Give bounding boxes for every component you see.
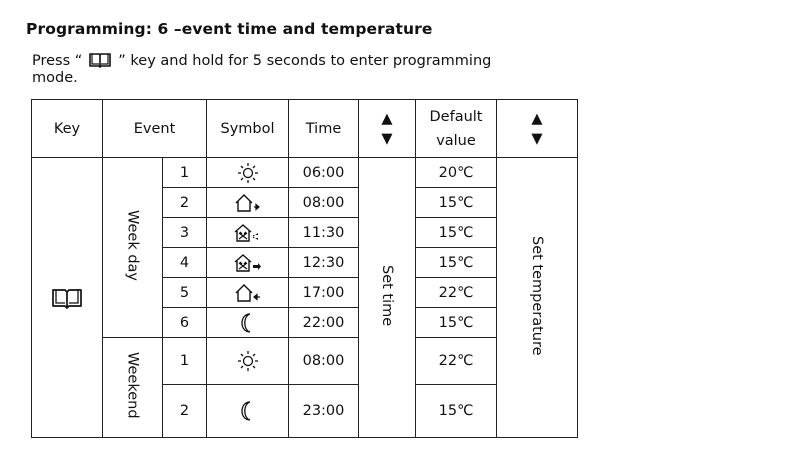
programming-table (31, 99, 578, 438)
event-time: 08:00 (289, 188, 359, 218)
event-time: 23:00 (289, 385, 359, 438)
event-number: 1 (163, 338, 207, 385)
set-temperature-cell (497, 158, 578, 438)
header-event: Event (103, 100, 207, 158)
event-time: 08:00 (289, 338, 359, 385)
event-row (32, 338, 578, 385)
event-default-temp: 20℃ (416, 158, 497, 188)
event-time: 12:30 (289, 248, 359, 278)
event-number: 5 (163, 278, 207, 308)
event-symbol (207, 385, 289, 438)
event-time: 11:30 (289, 218, 359, 248)
group-label: Week day (124, 209, 141, 281)
set-temperature-label: Set temperature (529, 235, 545, 356)
set-time-cell (359, 158, 416, 438)
moon-icon (235, 400, 261, 422)
header-key: Key (32, 100, 103, 158)
sun-icon (235, 350, 261, 372)
event-default-temp: 15℃ (416, 218, 497, 248)
header-default-line2: value (436, 132, 476, 149)
house-arrow-out-icon (233, 192, 263, 214)
intro-text (32, 52, 552, 87)
event-number: 1 (163, 158, 207, 188)
event-time: 17:00 (289, 278, 359, 308)
moon-icon (235, 312, 261, 334)
intro-line2: mode. (32, 70, 78, 86)
intro-before-icon: Press “ (32, 53, 83, 69)
event-symbol (207, 158, 289, 188)
group-label-cell (103, 338, 163, 438)
down-arrow-icon: ▼ (381, 130, 393, 147)
book-icon (88, 52, 112, 68)
header-default-value (416, 100, 497, 158)
house-arrow-in-icon (233, 282, 263, 304)
event-default-temp: 22℃ (416, 338, 497, 385)
header-default-line1: Default (429, 108, 483, 125)
event-symbol (207, 188, 289, 218)
house-work-arrow-in-icon (233, 222, 263, 244)
event-symbol (207, 248, 289, 278)
sun-icon (235, 162, 261, 184)
event-symbol (207, 308, 289, 338)
event-default-temp: 15℃ (416, 308, 497, 338)
group-label-cell (103, 158, 163, 338)
header-row (32, 100, 578, 158)
book-icon (50, 287, 84, 309)
event-number: 2 (163, 188, 207, 218)
event-number: 3 (163, 218, 207, 248)
header-time-arrows (359, 100, 416, 158)
event-symbol (207, 338, 289, 385)
header-symbol: Symbol (207, 100, 289, 158)
event-default-temp: 15℃ (416, 385, 497, 438)
event-number: 2 (163, 385, 207, 438)
up-arrow-icon: ▲ (531, 110, 543, 127)
event-number: 4 (163, 248, 207, 278)
event-number: 6 (163, 308, 207, 338)
header-temp-arrows (497, 100, 578, 158)
event-row (32, 158, 578, 188)
event-symbol (207, 278, 289, 308)
group-label: Weekend (124, 352, 141, 419)
event-symbol (207, 218, 289, 248)
page-title: Programming: 6 –event time and temperature (26, 20, 433, 38)
event-time: 06:00 (289, 158, 359, 188)
header-time: Time (289, 100, 359, 158)
event-time: 22:00 (289, 308, 359, 338)
event-default-temp: 22℃ (416, 278, 497, 308)
key-cell (32, 158, 103, 438)
event-default-temp: 15℃ (416, 188, 497, 218)
house-work-arrow-out-icon (233, 252, 263, 274)
down-arrow-icon: ▼ (531, 130, 543, 147)
up-arrow-icon: ▲ (381, 110, 393, 127)
intro-after-icon: ” key and hold for 5 seconds to enter programming (118, 53, 492, 69)
set-time-label: Set time (379, 264, 395, 327)
event-default-temp: 15℃ (416, 248, 497, 278)
